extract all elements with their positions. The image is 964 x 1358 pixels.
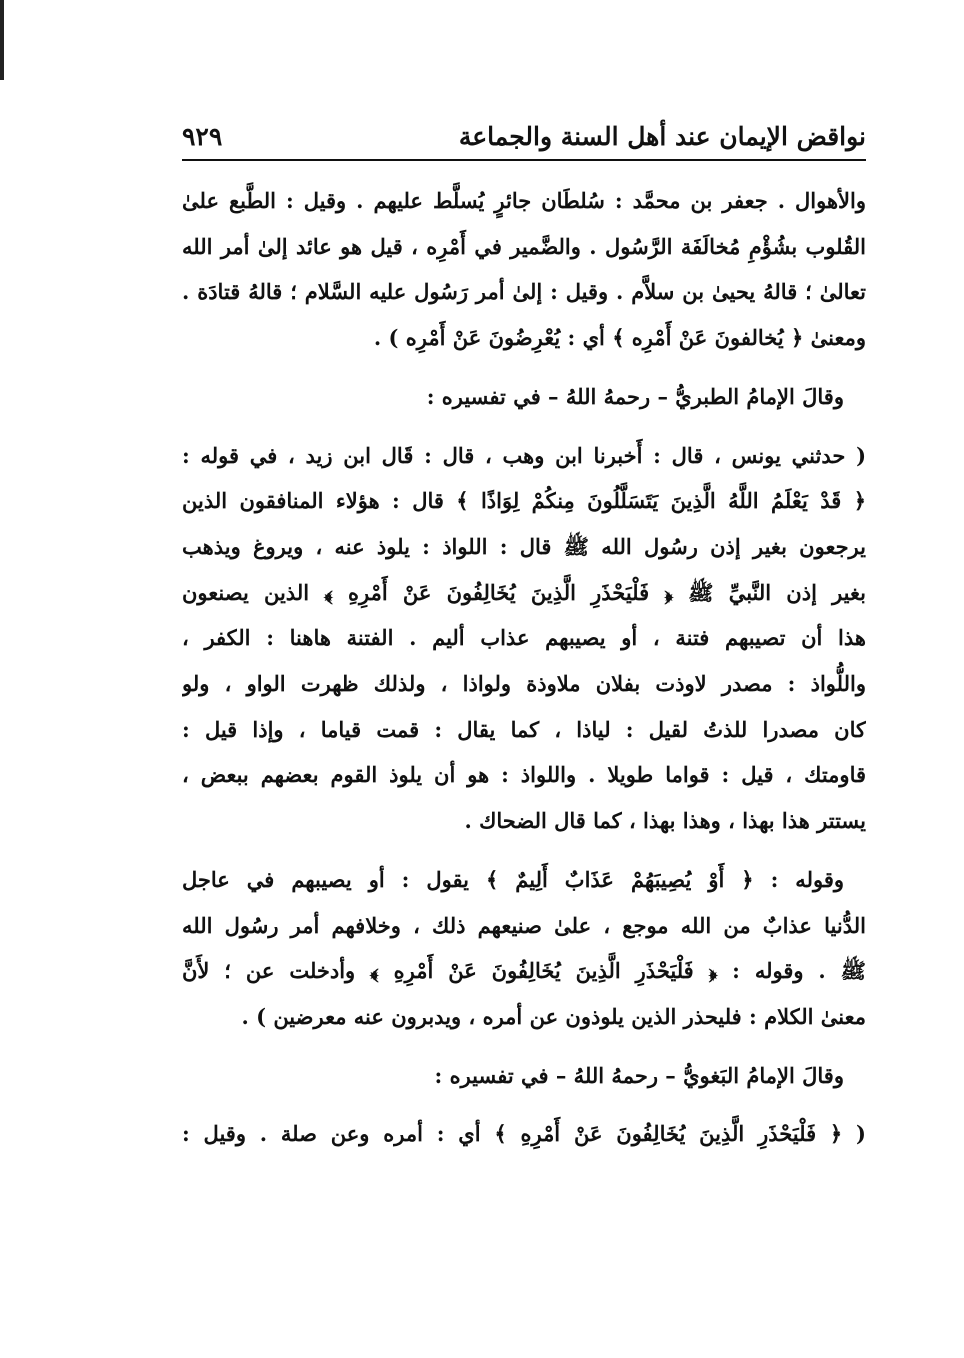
text-line: ومعنىٰ ﴿ يُخالفونَ عَنْ أَمْرِه ﴾ أي : يُعْرِضُونَ عَنْ أَمْرِه ) . — [373, 325, 866, 351]
scan-edge-mark — [0, 0, 4, 80]
text-line: تعالىٰ ؛ قالهُ يحيىٰ بن سلاَّم . وقيل : إلىٰ أمر رَسُول عليه السَّلام ؛ قالهُ قتادَة . — [182, 279, 866, 305]
text-line: قاومتك ، قيل : قواما طويلا . واللواذ : هو أن يلوذ القوم بعضهم ببعض ، — [182, 762, 866, 788]
heading-tabari — [182, 374, 866, 420]
text-line: والأهوال . جعفر بن محمَّد : سُلطَان جائرٍ يُسلَّط عليهم . وقيل : الطَّبع علىٰ — [182, 188, 866, 213]
text-line: كان مصدرا للذتُ لقيل : لياذا ، كما يقال : قمت قياما ، وإذا قيل : — [182, 716, 866, 742]
header-divider — [182, 159, 866, 161]
section-heading: وقالَ الإمامُ البَغويُّ – رحمهُ اللهُ – في تفسيره : — [434, 1062, 844, 1088]
running-title: نواقض الإيمان عند أهل السنة والجماعة — [458, 122, 866, 151]
text-line: يستتر هذا بهذا ، وهذا بهذا ، كما قال الضحاك . — [464, 808, 866, 834]
text-line: هذا أن تصيبهم فتنة ، أو يصيبهم عذاب أليم . الفتنة هاهنا : الكفر ، — [182, 625, 866, 651]
section-heading: وقالَ الإمامُ الطبريُّ – رحمهُ اللهُ – في تفسيره : — [426, 383, 844, 409]
text-line: الدُّنيا عذابٌ من الله موجع ، علىٰ صنيعهم ذلك ، وخلافهم أمر رسُول الله — [182, 912, 866, 938]
paragraph-qurtubi-quote — [182, 178, 866, 361]
text-line: يرجعون بغير إذن رسُول الله ﷺ قال : اللواذ : يلوذ عنه ، ويروغ ويذهب — [182, 533, 866, 559]
paragraph-baghawi-quote — [182, 1111, 866, 1157]
text-line: معنىٰ الكلام : فليحذر الذين يلوذون عن أمره ، ويدبرون عنه معرضين ) . — [241, 1003, 866, 1029]
page-number: ٩٢٩ — [182, 122, 223, 151]
page-body — [182, 178, 866, 1170]
text-line: ﷺ . وقوله : ﴿ فَلْيَحْذَرِ الَّذِينَ يُخَالِفُونَ عَنْ أَمْرِهِ ﴾ وأدخلت عن ؛ لأَنَّ — [182, 958, 866, 984]
page-header — [182, 118, 866, 162]
paragraph-tabari-quote — [182, 433, 866, 844]
text-line: وقوله : ﴿ أَوْ يُصِيبَهُمْ عَذَابٌ أَلِيمٌ ﴾ يقول : أو يصيبهم في عاجل — [182, 866, 844, 892]
paragraph-tabari-continued — [182, 857, 866, 1040]
text-line: ( حدثني يونس ، قال : أَخبرنا ابن وهب ، قال : قَال ابن زيد ، في قوله : — [182, 442, 866, 468]
text-line: واللُّواذ : مصدر لاوذت بفلان ملاوذة ولواذا ، ولذلك ظهرت الواو ، ولو — [182, 671, 866, 697]
text-line: بغير إذن النَّبيِّ ﷺ ﴿ فَلْيَحْذَرِ الَّذِينَ يُخَالِفُونَ عَنْ أَمْرِهِ ﴾ الذين يصنعون — [182, 579, 866, 605]
heading-baghawi — [182, 1053, 866, 1099]
text-line: القُلوب بشُؤْمِ مُخالَفَة الرَّسُول . والضَّمير في أَمْرِه ، قيل هو عائد إلىٰ أمر الله — [182, 233, 866, 259]
text-line: ﴿ قَدْ يَعْلَمُ اللَّهُ الَّذِينَ يَتَسَلَّلُونَ مِنكُمْ لِوَاذًا ﴾ قال : هؤلاء المنافقون الذين — [182, 488, 866, 514]
text-line: ( ﴿ فَلْيَحْذَرِ الَّذِينَ يُخَالِفُونَ عَنْ أَمْرِهِ ﴾ أي : أمره وعن صلة . وقيل : — [182, 1121, 866, 1147]
